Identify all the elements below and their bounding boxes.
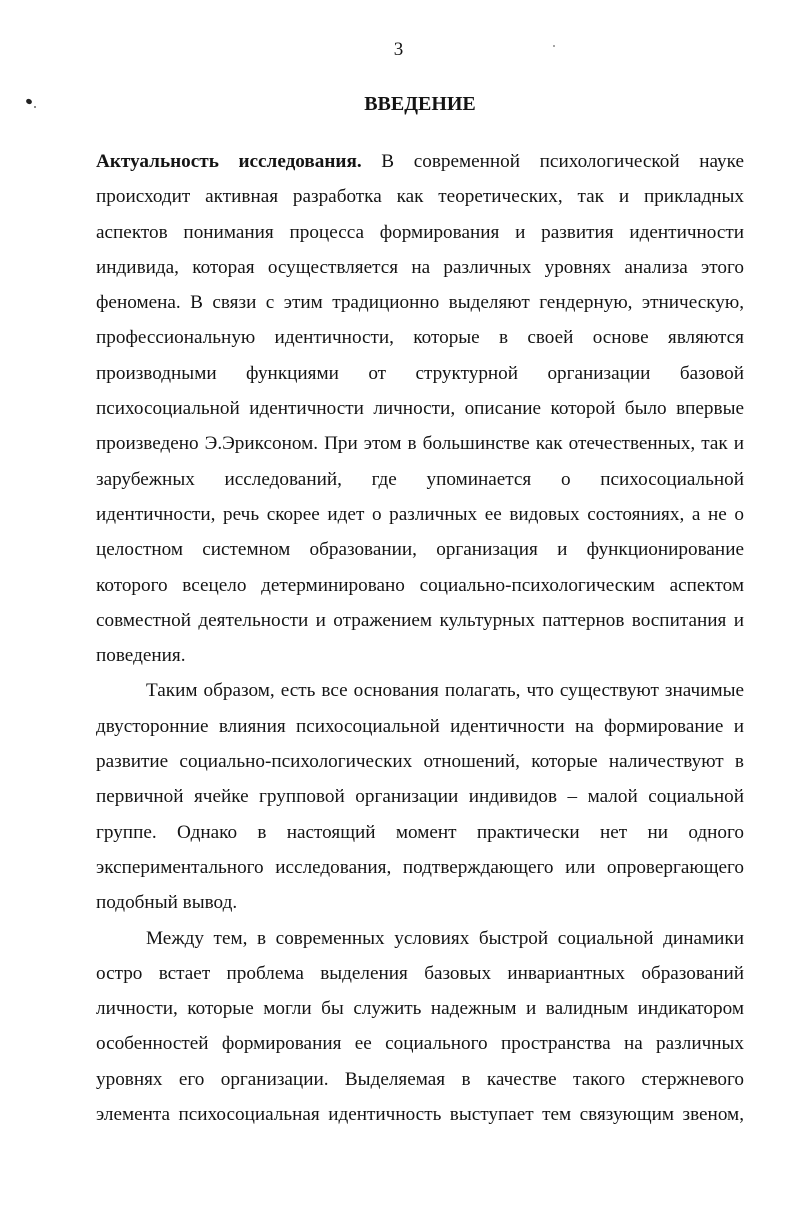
text-line: которого всецело детерминировано социально-психологическим аспектом: [96, 574, 744, 596]
section-title: ВВЕДЕНИЕ: [364, 93, 476, 115]
text-line: экспериментального исследования, подтверждающего или опровергающего: [96, 856, 744, 878]
paragraph-relevance: [96, 144, 744, 673]
text-line: группе. Однако в настоящий момент практически нет ни одного: [96, 821, 744, 843]
text-line: поведения.: [96, 645, 186, 667]
text-line: индивида, которая осуществляется на различных уровнях анализа этого: [96, 256, 744, 278]
text-line: остро встает проблема выделения базовых инвариантных образований: [96, 962, 744, 984]
text-line: аспектов понимания процесса формирования и развития идентичности: [96, 221, 744, 243]
text-line: особенностей формирования ее социального пространства на различных: [96, 1033, 744, 1055]
text-line: профессиональную идентичности, которые в своей основе являются: [96, 327, 744, 349]
paragraph-conclusion: [96, 673, 744, 920]
text-line: личности, которые могли бы служить надежным и валидным индикатором: [96, 998, 744, 1020]
text-line: производными функциями от структурной организации базовой: [96, 362, 744, 384]
text-line: зарубежных исследований, где упоминается о психосоциальной: [96, 468, 744, 490]
scan-speck-mark: [34, 106, 36, 108]
page-number: 3: [393, 39, 404, 60]
scan-speck-mark: [553, 45, 555, 47]
text-line: происходит активная разработка как теоретических, так и прикладных: [96, 186, 744, 208]
text-line: идентичности, речь скорее идет о различных ее видовых состояниях, а не о: [96, 503, 744, 525]
scan-speck-mark: [25, 98, 33, 105]
text-line: Таким образом, есть все основания полагать, что существуют значимые: [146, 680, 744, 702]
paragraph-problem: [96, 921, 744, 1133]
text-line: Между тем, в современных условиях быстрой социальной динамики: [146, 927, 744, 949]
text-line: уровнях его организации. Выделяемая в качестве такого стержневого: [96, 1068, 744, 1090]
text-line: совместной деятельности и отражением культурных паттернов воспитания и: [96, 609, 744, 631]
text-line: подобный вывод.: [96, 892, 238, 914]
text-line: психосоциальной идентичности личности, описание которой было впервые: [96, 398, 744, 420]
text-line: феномена. В связи с этим традиционно выделяют гендерную, этническую,: [96, 292, 744, 314]
text-line: двусторонние влияния психосоциальной идентичности на формирование и: [96, 715, 744, 737]
text-line: Актуальность исследования. В современной психологической науке: [96, 151, 744, 172]
text-line: целостном системном образовании, организация и функционирование: [96, 539, 744, 561]
text-line: элемента психосоциальная идентичность выступает тем связующим звеном,: [96, 1104, 744, 1126]
paragraph-lead: Актуальность исследования.: [96, 151, 362, 172]
text-line: первичной ячейке групповой организации индивидов – малой социальной: [96, 786, 744, 808]
text-line: развитие социально-психологических отношений, которые наличествуют в: [96, 751, 744, 773]
document-body: [96, 144, 744, 1132]
text-line: произведено Э.Эриксоном. При этом в большинстве как отечественных, так и: [96, 433, 744, 455]
